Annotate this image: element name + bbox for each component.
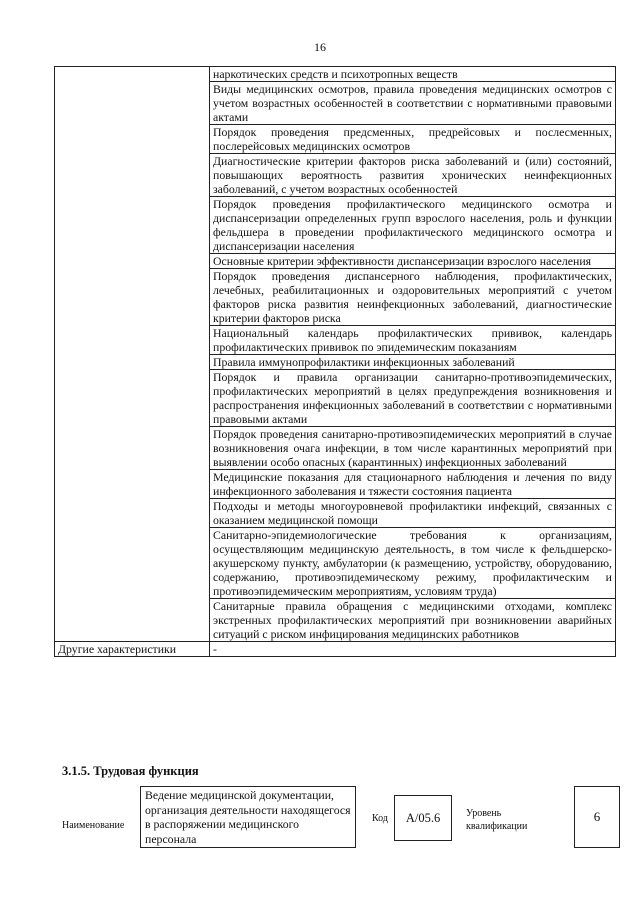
- name-label: Наименование: [62, 820, 125, 831]
- table-left-cell: [55, 67, 210, 642]
- knowledge-item: Национальный календарь профилактических прививок, календарь профилактических прививок по эпидемическим показаниям: [210, 326, 616, 355]
- knowledge-item: Подходы и методы многоуровневой профилактики инфекций, связанных с оказанием медицинской помощи: [210, 499, 616, 528]
- knowledge-item: Медицинские показания для стационарного наблюдения и лечения по виду инфекционного заболевания и тяжести состояния пациента: [210, 470, 616, 499]
- qualification-level-label: [466, 807, 527, 833]
- other-characteristics-label: Другие характеристики: [55, 642, 210, 657]
- knowledge-item: Санитарно-эпидемиологические требования к организациям, осуществляющим медицинскую деятельность, в том числе к фельдшерско-акушерскому пункту, амбулатории (к размещению, устройству, оборудованию, содержанию, противоэпидемическому режиму, профилактическим и противоэпидемическим мероприятиям, условиям труда): [210, 528, 616, 599]
- knowledge-item: Правила иммунопрофилактики инфекционных заболеваний: [210, 355, 616, 370]
- knowledge-item: Порядок проведения санитарно-противоэпидемических мероприятий в случае возникновения очага инфекции, в том числе карантинных мероприятий при выявлении особо опасных (карантинных) инфекционных заболеваний: [210, 427, 616, 470]
- section-title: 3.1.5. Трудовая функция: [62, 764, 199, 778]
- knowledge-table: [54, 66, 616, 657]
- function-code-box: A/05.6: [394, 795, 452, 841]
- table-row: [55, 67, 616, 82]
- knowledge-item: Порядок и правила организации санитарно-противоэпидемических, профилактических мероприятий в целях предупреждения возникновения и распространения инфекционных заболеваний в соответствии с нормативными правовыми актами: [210, 370, 616, 427]
- knowledge-item: Виды медицинских осмотров, правила проведения медицинских осмотров с учетом возрастных особенностей в соответствии с нормативными правовыми актами: [210, 82, 616, 125]
- other-characteristics-value: -: [210, 642, 616, 657]
- function-name-box: Ведение медицинской документации, организация деятельности находящегося в распоряжении медицинского персонала: [140, 786, 356, 848]
- qualification-level-box: 6: [574, 786, 620, 848]
- knowledge-item: Порядок проведения профилактического медицинского осмотра и диспансеризации определенных групп взрослого населения, роль и функции фельдшера в проведении профилактического медицинского осмотра и диспансеризации населения: [210, 197, 616, 254]
- other-characteristics-row: [55, 642, 616, 657]
- qualification-label-line1: Уровень: [466, 808, 502, 819]
- knowledge-item: Порядок проведения диспансерного наблюдения, профилактических, лечебных, реабилитационных и оздоровительных мероприятий с учетом факторов риска развития неинфекционных заболеваний, диагностические критерии факторов риска: [210, 269, 616, 326]
- knowledge-item: наркотических средств и психотропных веществ: [210, 67, 616, 82]
- knowledge-item: Диагностические критерии факторов риска заболеваний и (или) состояний, повышающих вероятность развития хронических неинфекционных заболеваний, с учетом возрастных особенностей: [210, 154, 616, 197]
- page-number: 16: [314, 40, 326, 54]
- code-label: Код: [372, 813, 388, 824]
- qualification-label-line2: квалификации: [466, 821, 528, 832]
- knowledge-item: Основные критерии эффективности диспансеризации взрослого населения: [210, 254, 616, 269]
- knowledge-item: Порядок проведения предсменных, предрейсовых и послесменных, послерейсовых медицинских осмотров: [210, 125, 616, 154]
- knowledge-item: Санитарные правила обращения с медицинскими отходами, комплекс экстренных профилактических мероприятий при возникновении аварийных ситуаций с риском инфицирования медицинских работников: [210, 599, 616, 642]
